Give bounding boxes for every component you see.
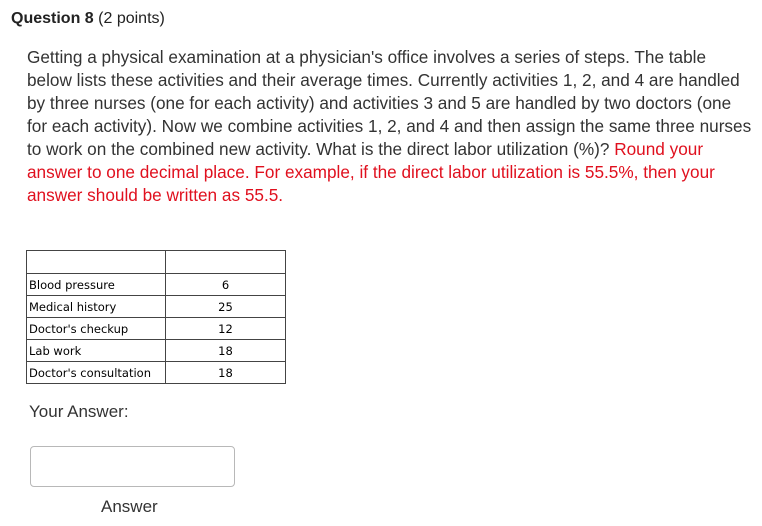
table-header-cell [166,251,286,274]
table-header-cell [27,251,166,274]
activity-cell: Medical history [27,296,166,318]
answer-label: Your Answer: [29,402,129,421]
time-cell: 18 [166,362,286,384]
time-cell: 12 [166,318,286,340]
answer-input[interactable] [30,446,235,487]
table-row [27,274,286,296]
activity-cell: Lab work [27,340,166,362]
question-instruction: Round your answer to one decimal place. For example, if the direct labor utilization is 55.5%, then your answer should be written as 55.5. [27,139,715,205]
activity-table [26,250,286,384]
time-cell: 18 [166,340,286,362]
question-body: Getting a physical examination at a physician's office involves a series of steps. The table below lists these activities and their average times. Currently activities 1, 2, and 4 are handled by three nurses (one for each activity) and activities 3 and 5 are handled by two doctors (one for each activity). Now we combine activities 1, 2, and 4 and then assign the same three nurses to work on the combined new activity. What is the direct labor utilization (%)? [27,47,752,159]
table-row [27,296,286,318]
activity-cell: Doctor's consultation [27,362,166,384]
answer-caption: Answer [101,497,158,516]
activity-cell: Doctor's checkup [27,318,166,340]
question-title: Question 8 [11,10,94,27]
table-header-row [27,251,286,274]
activity-cell: Blood pressure [27,274,166,296]
time-cell: 6 [166,274,286,296]
question-points: (2 points) [98,10,165,27]
table-row [27,362,286,384]
table-row [27,318,286,340]
question-header [11,9,165,29]
question-text [27,46,752,207]
time-cell: 25 [166,296,286,318]
table-row [27,340,286,362]
